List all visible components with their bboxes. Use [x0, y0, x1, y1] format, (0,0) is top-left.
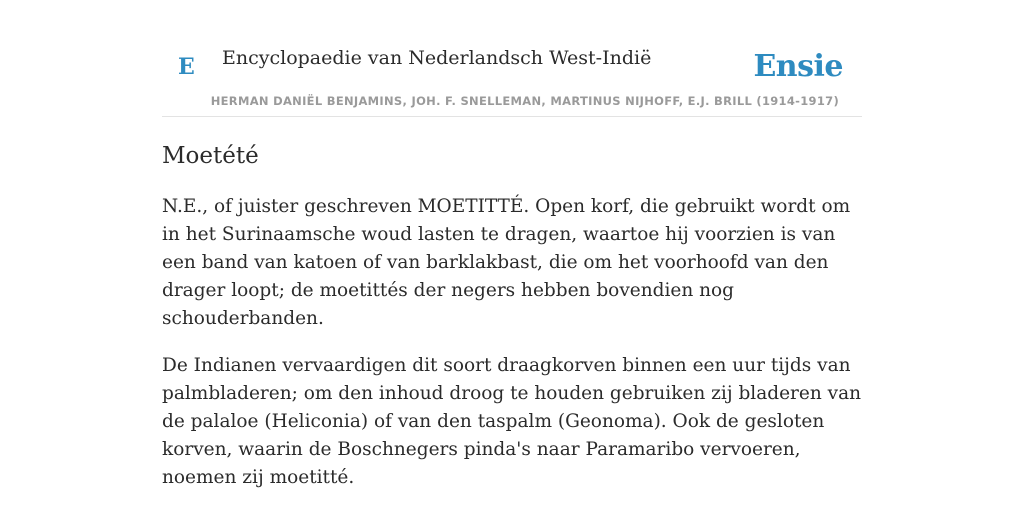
book-logo-icon[interactable]: E	[178, 54, 195, 80]
entry-paragraph: N.E., of juister geschreven MOETITTÉ. Open korf, die gebruikt wordt om in het Surinaamsche woud lasten te dragen, waartoe hij voorzien is van een band van katoen of van barklakbast, die om het voorhoofd van den drager loopt; de moetittés der negers hebben bovendien nog schouderbanden.	[162, 196, 851, 329]
book-title-link[interactable]: Encyclopaedie van Nederlandsch West-Indië	[222, 47, 652, 69]
book-authors: HERMAN DANIËL BENJAMINS, JOH. F. SNELLEMAN, MARTINUS NIJHOFF, E.J. BRILL (1914-1917)	[210, 94, 839, 108]
page-content	[162, 0, 862, 492]
entry-title: Moetété	[162, 143, 259, 169]
page-header	[162, 0, 862, 117]
ensie-logo[interactable]: Ensie	[753, 49, 843, 84]
entry-paragraph: De Indianen vervaardigen dit soort draagkorven binnen een uur tijds van palmbladeren; om den inhoud droog te houden gebruiken zij bladeren van de palaloe (Heliconia) of van den taspalm (Geonoma). Ook de gesloten korven, waarin de Boschnegers pinda's naar Paramaribo vervoeren, noemen zij moetitté.	[162, 355, 862, 488]
